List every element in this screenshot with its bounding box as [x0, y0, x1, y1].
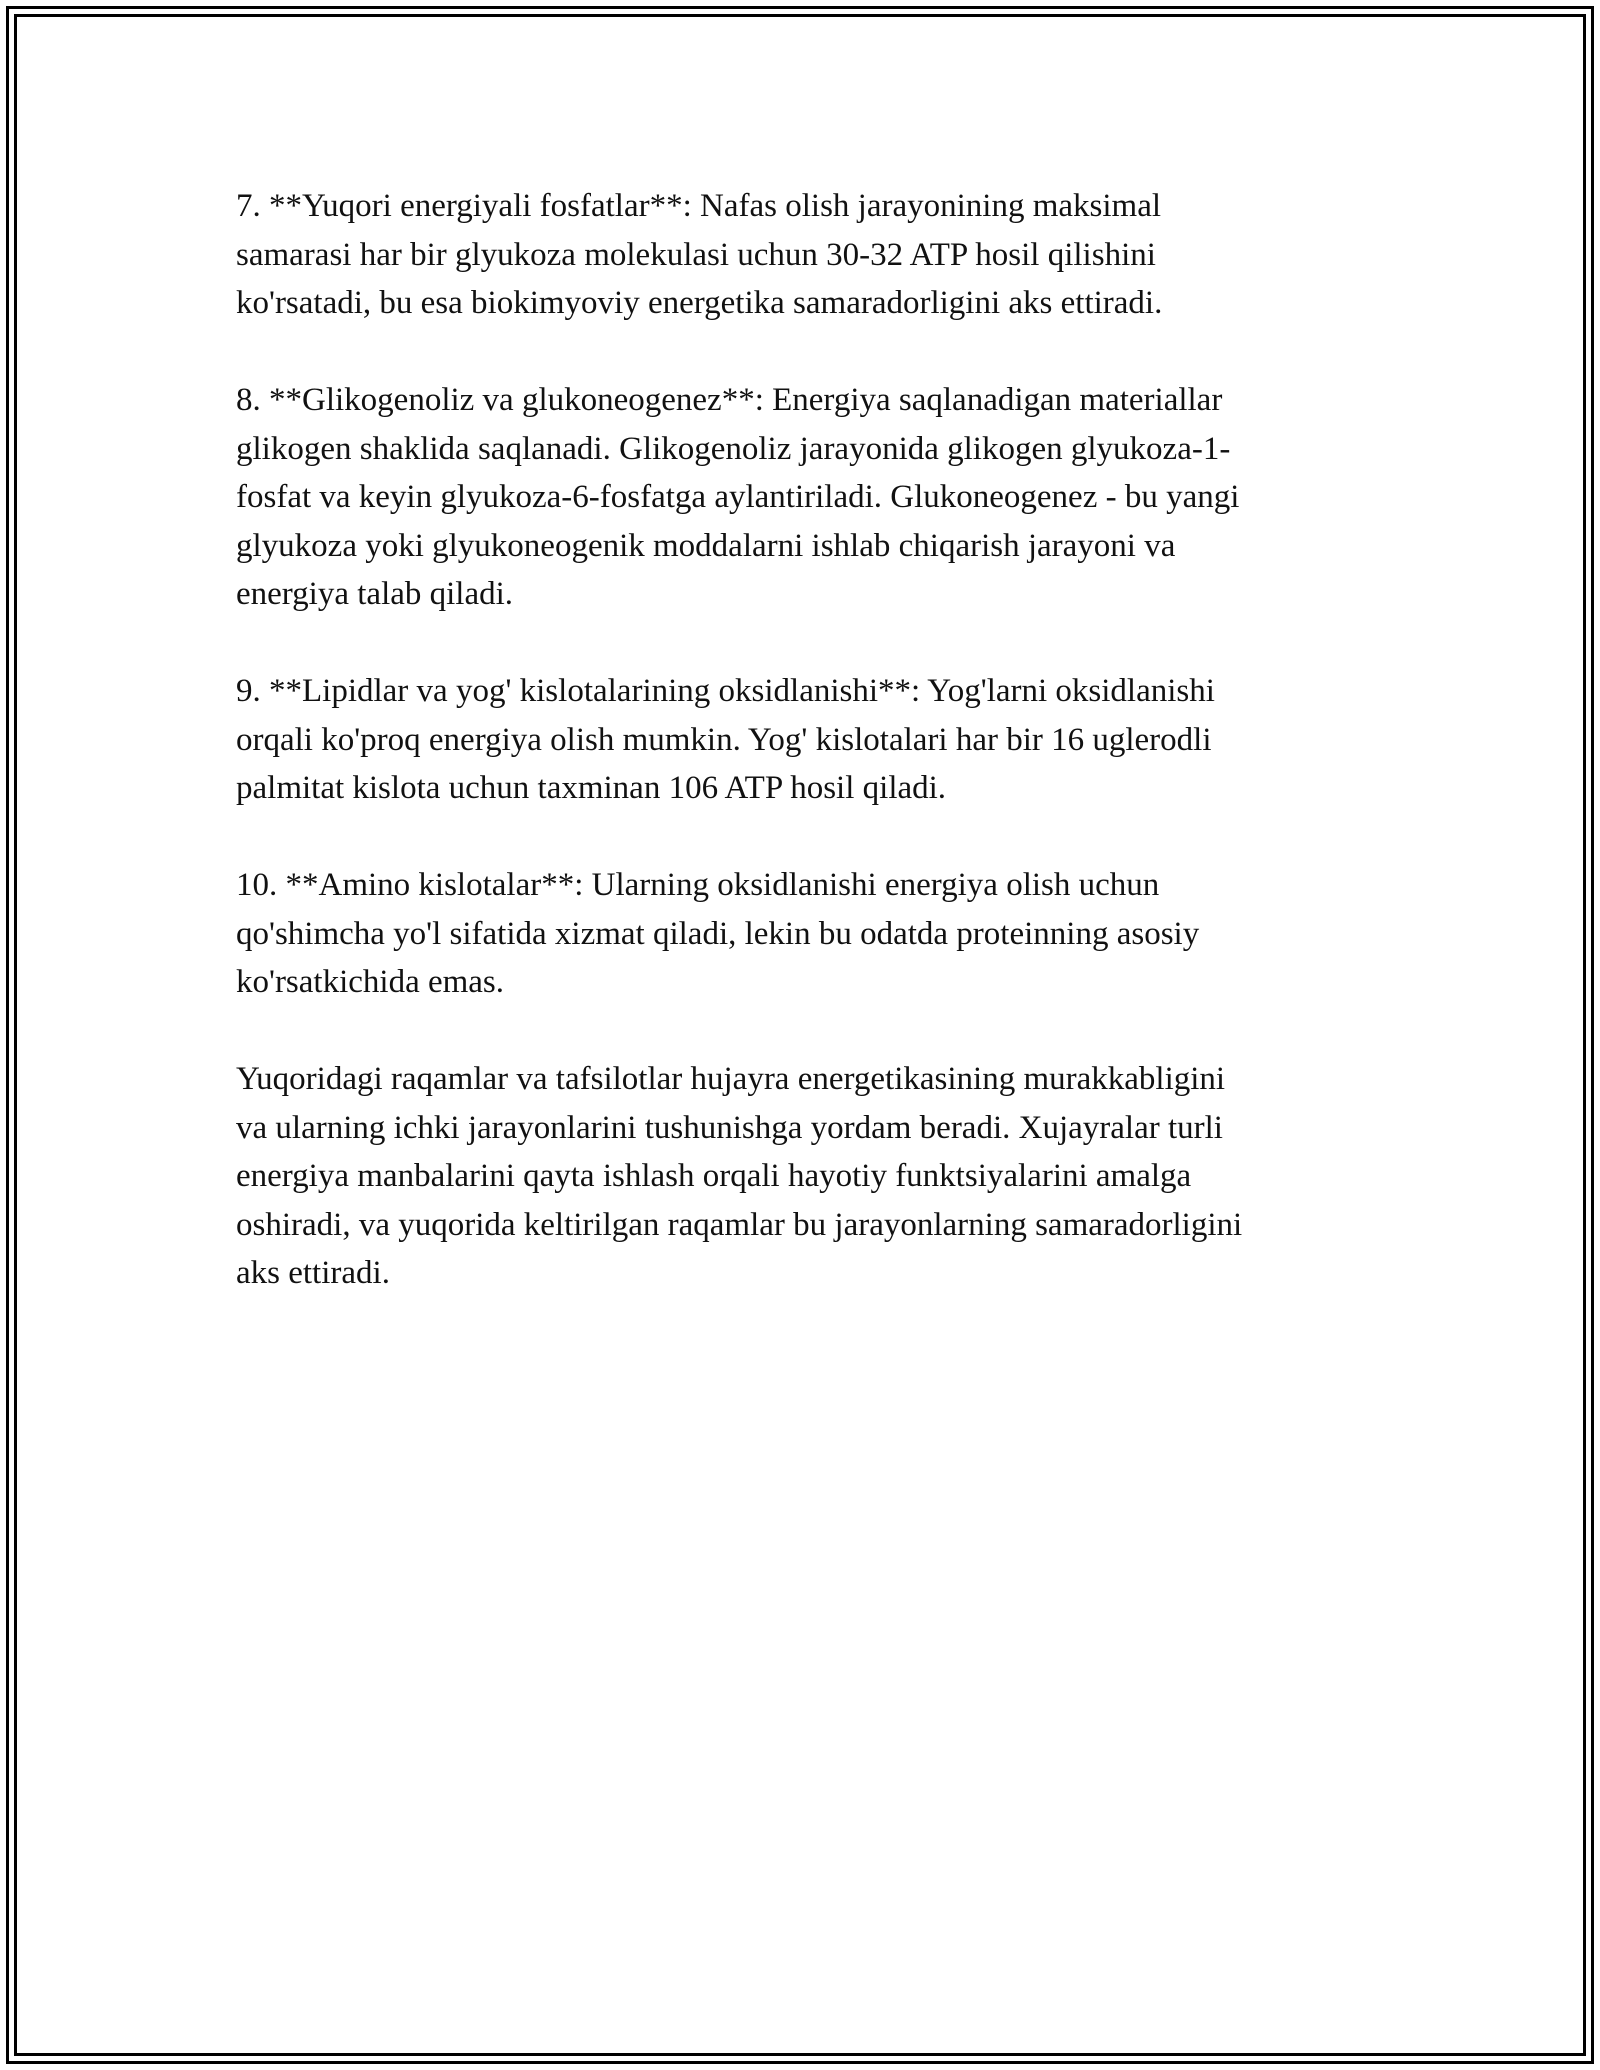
paragraph-line: aks ettiradi.	[236, 1255, 390, 1291]
paragraph-line: glyukoza yoki glyukoneogenik moddalarni ishlab chiqarish jarayoni va	[236, 527, 1176, 564]
paragraph-7-high-energy-phosphates	[236, 182, 1376, 328]
paragraph-9-lipid-oxidation	[236, 667, 1376, 813]
paragraph-line: orqali ko'proq energiya olish mumkin. Yog' kislotalari har bir 16 uglerodli	[236, 721, 1212, 758]
paragraph-line: 7. **Yuqori energiyali fosfatlar**: Nafas olish jarayonining maksimal	[236, 188, 1162, 224]
paragraph-line: 10. **Amino kislotalar**: Ularning oksidlanishi energiya olish uchun	[236, 867, 1160, 903]
paragraph-line: ko'rsatadi, bu esa biokimyoviy energetika samaradorligini aks ettiradi.	[236, 285, 1163, 321]
paragraph-line: Yuqoridagi raqamlar va tafsilotlar hujayra energetikasining murakkabligini	[236, 1061, 1226, 1097]
paragraph-line: ko'rsatkichida emas.	[236, 964, 505, 1000]
paragraph-line: glikogen shaklida saqlanadi. Glikogenoliz jarayonida glikogen glyukoza-1-	[236, 430, 1231, 467]
paragraph-line: palmitat kislota uchun taxminan 106 ATP hosil qiladi.	[236, 770, 947, 806]
paragraph-line: oshiradi, va yuqorida keltirilgan raqamlar bu jarayonlarning samaradorligini	[236, 1206, 1243, 1243]
paragraph-line: qo'shimcha yo'l sifatida xizmat qiladi, lekin bu odatda proteinning asosiy	[236, 915, 1200, 952]
paragraph-line: energiya talab qiladi.	[236, 576, 514, 612]
document-body	[236, 182, 1376, 1346]
paragraph-line: 9. **Lipidlar va yog' kislotalarining oksidlanishi**: Yog'larni oksidlanishi	[236, 673, 1215, 709]
paragraph-line: samarasi har bir glyukoza molekulasi uchun 30-32 ATP hosil qilishini	[236, 236, 1156, 273]
paragraph-line: fosfat va keyin glyukoza-6-fosfatga aylantiriladi. Glukoneogenez - bu yangi	[236, 479, 1240, 515]
paragraph-8-glycogenolysis-gluconeogenesis	[236, 376, 1376, 619]
paragraph-line: 8. **Glikogenoliz va glukoneogenez**: Energiya saqlanadigan materiallar	[236, 382, 1223, 418]
paragraph-10-amino-acids	[236, 861, 1376, 1007]
paragraph-line: va ularning ichki jarayonlarini tushunishga yordam beradi. Xujayralar turli	[236, 1109, 1223, 1146]
paragraph-line: energiya manbalarini qayta ishlash orqali hayotiy funktsiyalarini amalga	[236, 1158, 1192, 1194]
paragraph-conclusion	[236, 1055, 1376, 1298]
